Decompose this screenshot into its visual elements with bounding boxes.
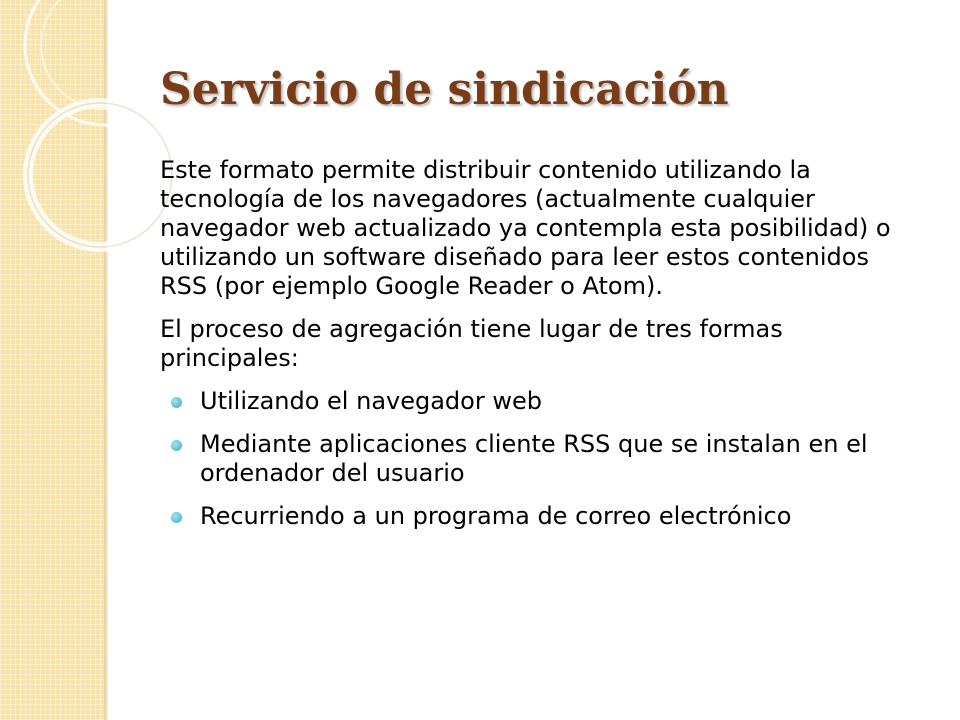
bullet-list: [160, 387, 920, 531]
bullet-item: [160, 387, 920, 416]
slide-body: [160, 156, 920, 545]
body-paragraph-1: Este formato permite distribuir contenido utilizando la tecnología de los navegadores (actualmente cualquier navegador web actualizado ya contempla esta posibilidad) o utilizando un software diseñado para leer estos contenidos RSS (por ejemplo Google Reader o Atom).: [160, 156, 891, 300]
body-paragraph-2: El proceso de agregación tiene lugar de tres formas principales:: [160, 315, 783, 372]
bullet-dot-icon: [171, 397, 182, 408]
bullet-item: [160, 502, 920, 531]
bullet-dot-icon: [171, 440, 182, 451]
bullet-text: Utilizando el navegador web: [200, 387, 542, 415]
bullet-text: Mediante aplicaciones cliente RSS que se instalan en el ordenador del usuario: [200, 430, 868, 487]
decorative-circle-outline-inner: [41, 0, 169, 109]
slide-title: Servicio de sindicación: [160, 64, 729, 115]
bullet-dot-icon: [171, 512, 182, 523]
bullet-item: [160, 430, 920, 488]
bullet-text: Recurriendo a un programa de correo electrónico: [200, 502, 792, 530]
